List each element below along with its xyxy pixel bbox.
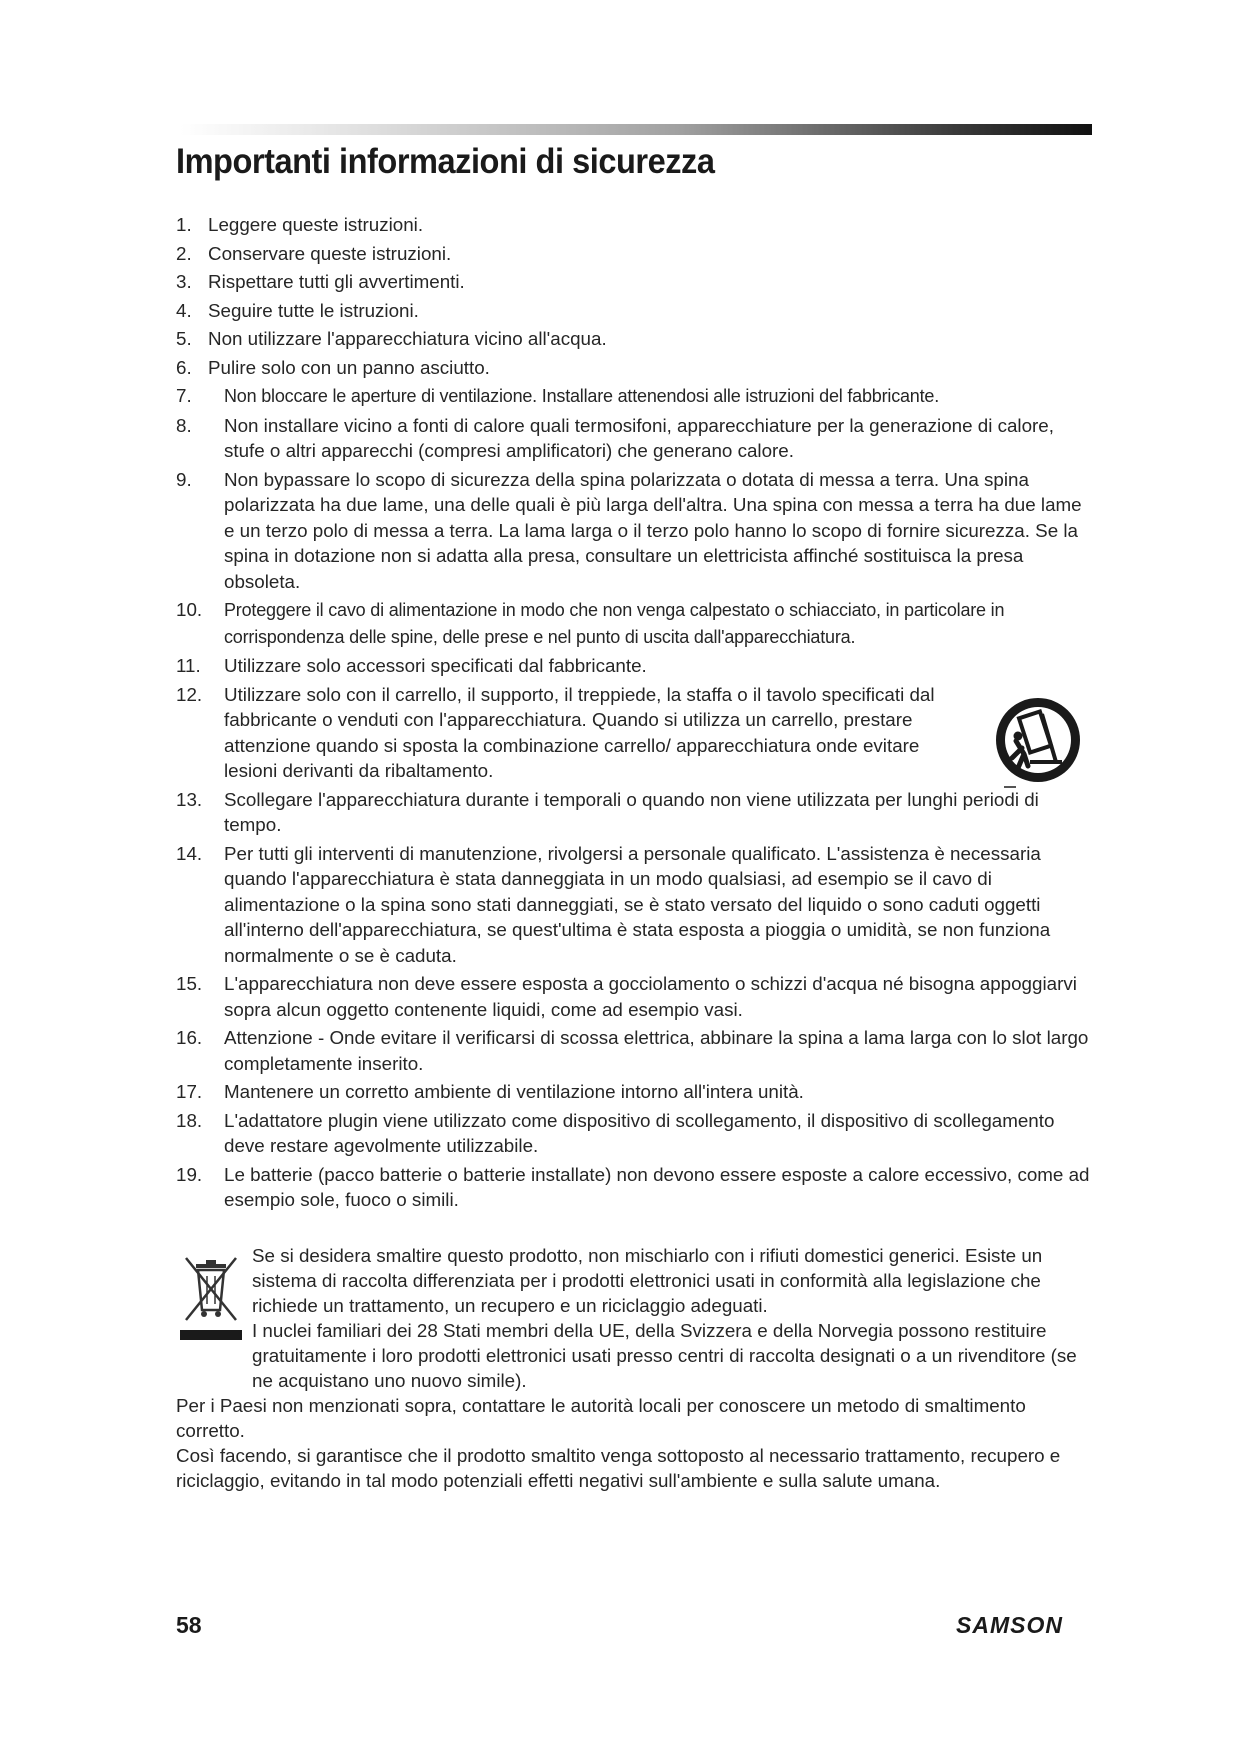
item-text: Mantenere un corretto ambiente di ventilazione intorno all'intera unità.	[224, 1081, 804, 1102]
weee-disposal-notice	[176, 1243, 1096, 1493]
list-item	[176, 383, 1096, 410]
item-text: Attenzione - Onde evitare il verificarsi di scossa elettrica, abbinare la spina a lama larga con lo slot largo completamente inserito.	[224, 1027, 1089, 1074]
item-text: L'apparecchiatura non deve essere esposta a gocciolamento o schizzi d'acqua né bisogna appoggiarvi sopra alcun oggetto contenente liquidi, come ad esempio vasi.	[224, 973, 1077, 1020]
item-number: 15.	[176, 973, 203, 994]
list-item	[176, 787, 1096, 838]
item-text: Non utilizzare l'apparecchiatura vicino all'acqua.	[208, 328, 607, 349]
item-text: Per tutti gli interventi di manutenzione, rivolgersi a personale qualificato. L'assistenza è necessaria quando l'apparecchiatura è stata danneggiata in un modo qualsiasi, ad esempio se il cavo di alimentazione o la spina sono stati danneggiati, se è stato versato del liquido o sono caduti oggetti all'interno dell'apparecchiatura, se quest'ultima è stata esposta a pioggia o umidità, se non funziona normalmente o se è caduta.	[224, 842, 1051, 966]
item-number: 3.	[176, 271, 192, 292]
cart-tip-over-warning-icon	[986, 692, 1092, 792]
item-text: Proteggere il cavo di alimentazione in modo che non venga calpestato o schiacciato, in particolare in corrispondenza delle spine, delle prese e nel punto di uscita dall'apparecchiatura.	[224, 600, 1005, 647]
brand-logo: SAMSON	[956, 1612, 1063, 1638]
item-number: 16.	[176, 1027, 203, 1048]
item-number: 13.	[176, 788, 203, 810]
item-text: Scollegare l'apparecchiatura durante i temporali o quando non viene utilizzata per lunghi periodi di tempo.	[224, 788, 1039, 835]
item-number: 11.	[176, 655, 201, 676]
list-item	[176, 653, 1096, 679]
item-number: 9.	[176, 468, 192, 490]
item-text: Utilizzare solo con il carrello, il supporto, il treppiede, la staffa o il tavolo specificati dal fabbricante o venduti con l'apparecchiatura. Quando si utilizza un carrello, prestare attenzione quando si sposta la combinazione carrello/ apparecchiatura onde evitare lesioni derivanti da ribaltamento.	[224, 683, 935, 781]
weee-paragraph-1: Se si desidera smaltire questo prodotto, non mischiarlo con i rifiuti domestici generici. Esiste un sistema di raccolta differenziata per i prodotti elettronici usati in conformità alla legislazione che richiede un trattamento, un recupero e un riciclaggio adeguati.	[252, 1245, 1043, 1316]
item-text: L'adattatore plugin viene utilizzato come dispositivo di scollegamento, il dispositivo di scollegamento deve restare agevolmente utilizzabile.	[224, 1109, 1055, 1156]
list-item	[176, 1162, 1096, 1213]
item-text: Utilizzare solo accessori specificati dal fabbricante.	[224, 655, 647, 676]
item-text: Leggere queste istruzioni.	[208, 214, 424, 235]
safety-instructions-list	[176, 212, 1096, 1216]
weee-paragraph-3: Per i Paesi non menzionati sopra, contattare le autorità locali per conoscere un metodo di smaltimento corretto.	[176, 1395, 1026, 1441]
page-title: Importanti informazioni di sicurezza	[176, 142, 715, 181]
list-item	[176, 467, 1096, 595]
weee-paragraph-2: I nuclei familiari dei 28 Stati membri della UE, della Svizzera e della Norvegia possono restituire gratuitamente i loro prodotti elettronici usati presso centri di raccolta designati o a un rivenditore (se ne acquistano uno nuovo simile).	[252, 1320, 1077, 1391]
title-gradient-bar	[180, 124, 1092, 135]
page-number: 58	[176, 1612, 202, 1638]
list-item	[176, 841, 1096, 969]
list-item	[176, 326, 1096, 352]
list-item	[176, 971, 1096, 1022]
item-text: Non bloccare le aperture di ventilazione. Installare attenendosi alle istruzioni del fabbricante.	[224, 386, 940, 406]
item-text: Pulire solo con un panno asciutto.	[208, 356, 490, 378]
item-text: Conservare queste istruzioni.	[208, 242, 452, 264]
item-text: Rispettare tutti gli avvertimenti.	[208, 271, 465, 292]
item-number: 10.	[176, 599, 203, 620]
list-item	[176, 298, 1096, 324]
item-text: Le batterie (pacco batterie o batterie installate) non devono essere esposte a calore eccessivo, come ad esempio sole, fuoco o simili.	[224, 1163, 1090, 1210]
item-text: Non installare vicino a fonti di calore quali termosifoni, apparecchiature per la generazione di calore, stufe o altri apparecchi (compresi amplificatori) che generano calore.	[224, 414, 1054, 461]
item-number: 8.	[176, 414, 192, 436]
item-number: 2.	[176, 242, 192, 264]
list-item	[176, 241, 1096, 267]
list-item	[176, 682, 1096, 784]
item-number: 7.	[176, 385, 192, 406]
list-item	[176, 212, 1096, 238]
item-number: 14.	[176, 842, 203, 864]
list-item	[176, 413, 1096, 464]
item-number: 1.	[176, 214, 192, 235]
item-number: 6.	[176, 356, 192, 378]
item-text: Non bypassare lo scopo di sicurezza della spina polarizzata o dotata di messa a terra. Una spina polarizzata ha due lame, una delle quali è più larga dell'altra. Una spina con messa a terra ha due lame e un terzo polo di messa a terra. La lama larga o il terzo polo hanno lo scopo di fornire sicurezza. Se la spina in dotazione non si adatta alla presa, consultare un elettricista affinché sostituisca la presa obsoleta.	[224, 468, 1082, 592]
item-number: 4.	[176, 299, 192, 321]
item-number: 18.	[176, 1109, 203, 1131]
weee-paragraph-4: Così facendo, si garantisce che il prodotto smaltito venga sottoposto al necessario trattamento, recupero e riciclaggio, evitando in tal modo potenziali effetti negativi sull'ambiente e sulla salute umana.	[176, 1445, 1061, 1491]
list-item	[176, 1025, 1096, 1076]
item-number: 12.	[176, 683, 203, 705]
list-item	[176, 269, 1096, 295]
item-number: 17.	[176, 1081, 203, 1102]
item-text: Seguire tutte le istruzioni.	[208, 299, 419, 321]
item-number: 19.	[176, 1163, 203, 1185]
list-item	[176, 1108, 1096, 1159]
list-item	[176, 355, 1096, 381]
list-item	[176, 1079, 1096, 1105]
item-number: 5.	[176, 328, 192, 349]
list-item	[176, 597, 1096, 650]
